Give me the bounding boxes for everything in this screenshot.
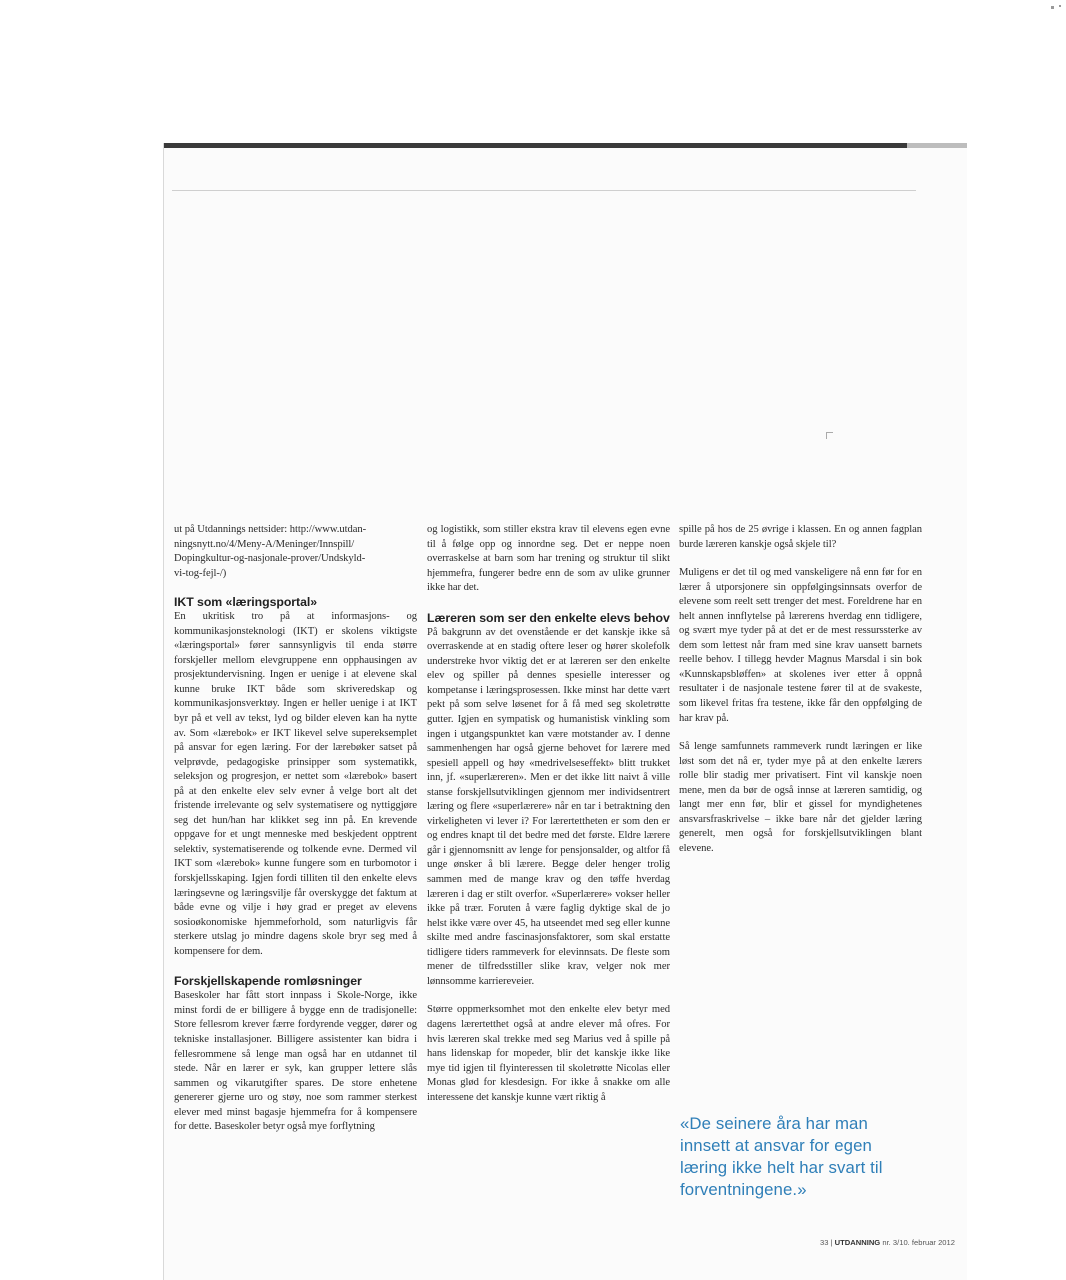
header-divider <box>172 190 916 191</box>
magazine-brand: UTDANNING <box>834 1238 881 1247</box>
scan-speck <box>1051 6 1054 9</box>
body-paragraph: Muligens er det til og med vanskeligere nå enn før for en lærer å utporsjonere sin oppfølgingsinnsats overfor de elevene som reelt sett trenger det mest. Foreldrene har en helt annen innflytelse på lærerens hverdag enn tidligere, og svært mye tyder på at det er de mest ressurssterke av dem som lettest når fram med sine krav uansett barnets reelle behov. I tillegg hevder Magnus Marsdal i sin bok «Kunnskapsbløffen» at skolenes iver etter å oppnå resultater i de nasjonale testene fører til at de svakeste, som likevel fritas fra testene, ikke får den oppfølging de har krav på. <box>679 567 922 724</box>
body-paragraph: og logistikk, som stiller ekstra krav til elevens egen evne til å følge opp og innordne seg. Det er neppe noen overraskelse at barn som har trening og struktur til slikt hjemmefra, fungerer bedre enn de som av ulike grunner ikke har det. <box>427 524 670 594</box>
body-paragraph: Baseskoler har fått stort innpass i Skole-Norge, ikke minst fordi de er billigere å bygge enn de tradisjonelle: Store fellesrom krever færre fordyrende vegger, dører og tekniske installasjoner. Billigere assistenter kan bidra i fellesrommene så lenge man også har en utdannet til stede. Når en lærer er syk, kan grupper lettere slås sammen og vikarutgifter spares. De store enhetene genererer gjerne uro og støy, noe som rammer sterkest elever med minst bagasje hjemmefra for å kompensere for dette. Baseskoler betyr også mye forflytning <box>174 990 417 1133</box>
section-heading: Forskjellskapende romløsninger <box>174 974 362 989</box>
intro-line: Dopingkultur-og-nasjonale-prover/Undskyld- <box>174 553 366 565</box>
intro-line: vi-tog-fejl-/) <box>174 567 227 579</box>
column-1 <box>174 523 417 1135</box>
column-2 <box>427 523 670 1105</box>
intro-line: ningsnytt.no/4/Meny-A/Meninger/Innspill/ <box>174 538 355 550</box>
body-paragraph: Så lenge samfunnets rammeverk rundt læringen er like løst som det nå er, tyder mye på at den enkelte lærers rolle blir stadig mer privatisert. Fint vil kanskje noen mene, men da bør de også innse at læreren samtidig, og langt mer enn før, blir et gissel for myndighetenes ansvarsfraskrivelse – ikke bare når det gjelder læring generelt, men også for forskjellsutviklingen blant elevene. <box>679 741 922 854</box>
page-footer <box>820 1238 955 1247</box>
issue-info: nr. 3/10. februar 2012 <box>882 1238 955 1247</box>
magazine-page <box>163 143 967 1280</box>
page-number: 33 <box>820 1238 829 1247</box>
column-3 <box>679 523 922 856</box>
footer-separator: | <box>828 1238 835 1247</box>
body-paragraph: spille på hos de 25 øvrige i klassen. En og annen fagplan burde læreren kanskje også skjele til? <box>679 524 922 550</box>
pull-quote: «De seinere åra har man innsett at ansvar for egen læring ikke helt har svart til forventningene.» <box>680 1114 883 1199</box>
section-heading: Læreren som ser den enkelte elevs behov <box>427 610 670 625</box>
scan-speck <box>1059 5 1061 7</box>
body-paragraph: Større oppmerksomhet mot den enkelte elev betyr med dagens lærertetthet også at andre elever må ofres. For hvis læreren skal trekke med seg Marius ved å spille på hans lidenskap for mopeder, blir det kanskje ikke like mye tid igjen til flyinteressen til skoletrøtte Nicolas eller Monas glød for klesdesign. For ikke å snakke om alle interessene det kanskje kunne vært riktig å <box>427 1004 670 1103</box>
intro-line: ut på Utdannings nettsider: http://www.utdan- <box>174 524 367 535</box>
scan-mark <box>826 432 833 439</box>
top-rule-edge <box>907 143 967 148</box>
body-paragraph: På bakgrunn av det ovenstående er det kanskje ikke så overraskende at en stadig oftere leser og hører skolefolk understreke hvor viktig det er at læreren ser den enkelte elev og spiller på dennes spesielle interesser og kompetanse i læringsprosessen. Ikke minst har dette vært pekt på som selve løsenet for å få med seg skoletrøtte gutter. Igjen en sympatisk og humanistisk vinkling som ingen i utgangspunktet kan være motstander av. I denne sammenhengen har også gjerne behovet for lærere med spesiell appell og høy «medrivelseseffekt» blitt trukket inn, jf. «superlæreren». Men er det ikke litt naivt å ville stanse forskjellsutviklingen gjennom mer individsentrert læring og flere «superlærere» når en tar i betraktning den virkeligheten vi lever i? For lærertettheten er som den er og endres knapt til det bedre med det første. Eldre lærere går i gjennomsnitt av lenge for pensjonsalder, og altfor få unge ønsker å bli lærere. Begge deler henger trolig sammen med de mange krav og den tøffe hverdag læreren i dag er stilt overfor. «Superlærere» vokser heller ikke på trær. Foruten å være faglig dyktige skal de jo helst ikke være over 45, ha utseendet med seg eller kunne skilte med andre fascinasjonsfaktorer, som skal erstatte tidligere tiders rammeverk for elevinnsats. De fleste som mener de tilfredsstiller slike krav, velger nok mer lønnsomme karriereveier. <box>427 626 670 987</box>
body-paragraph: En ukritisk tro på at informasjons- og kommunikasjonsteknologi (IKT) er skolens viktigste «læringsportal» fører sannsynligvis til enda større forskjeller mellom elevgruppene enn opphausingen av prosjektundervisning. Ingen er uenige i at elevene skal kunne bruke IKT både som skriveredskap og kommunikasjonsverktøy. Ingen er heller uenige i at IKT byr på et vell av tekst, lyd og bilder eleven kan ha nytte av. Som «lærebok» er IKT likevel selve supereksemplet på ansvar for egen læring. For der lærebøker satset på velprøvde, pedagogiske prinsipper som systematikk, seleksjon og progresjon, er nettet som «lærebok» basert på at den enkelte elev selv evner å velge bort alt det fristende irrelevante og selv systematisere og nyttiggjøre seg det hun/han har klikket seg inn på. En krevende oppgave for et ungt menneske med beskjedent opptrent selektiv, systematiserende og tolkende evne. Dermed vil IKT som «lærebok» kunne fungere som en turbomotor i forskjellsskaping. Igjen fordi tilliten til den enkelte elevs læringsevne og læringsvilje får overskygge det faktum at både evne og vilje i høy grad er preget av elevens sosioøkonomiske hjemmeforhold, som naturligvis får sterkere utslag jo mindre dagens skole bryr seg med å kompensere for dem. <box>174 611 417 957</box>
top-rule <box>164 143 967 148</box>
section-heading: IKT som «læringsportal» <box>174 595 318 610</box>
